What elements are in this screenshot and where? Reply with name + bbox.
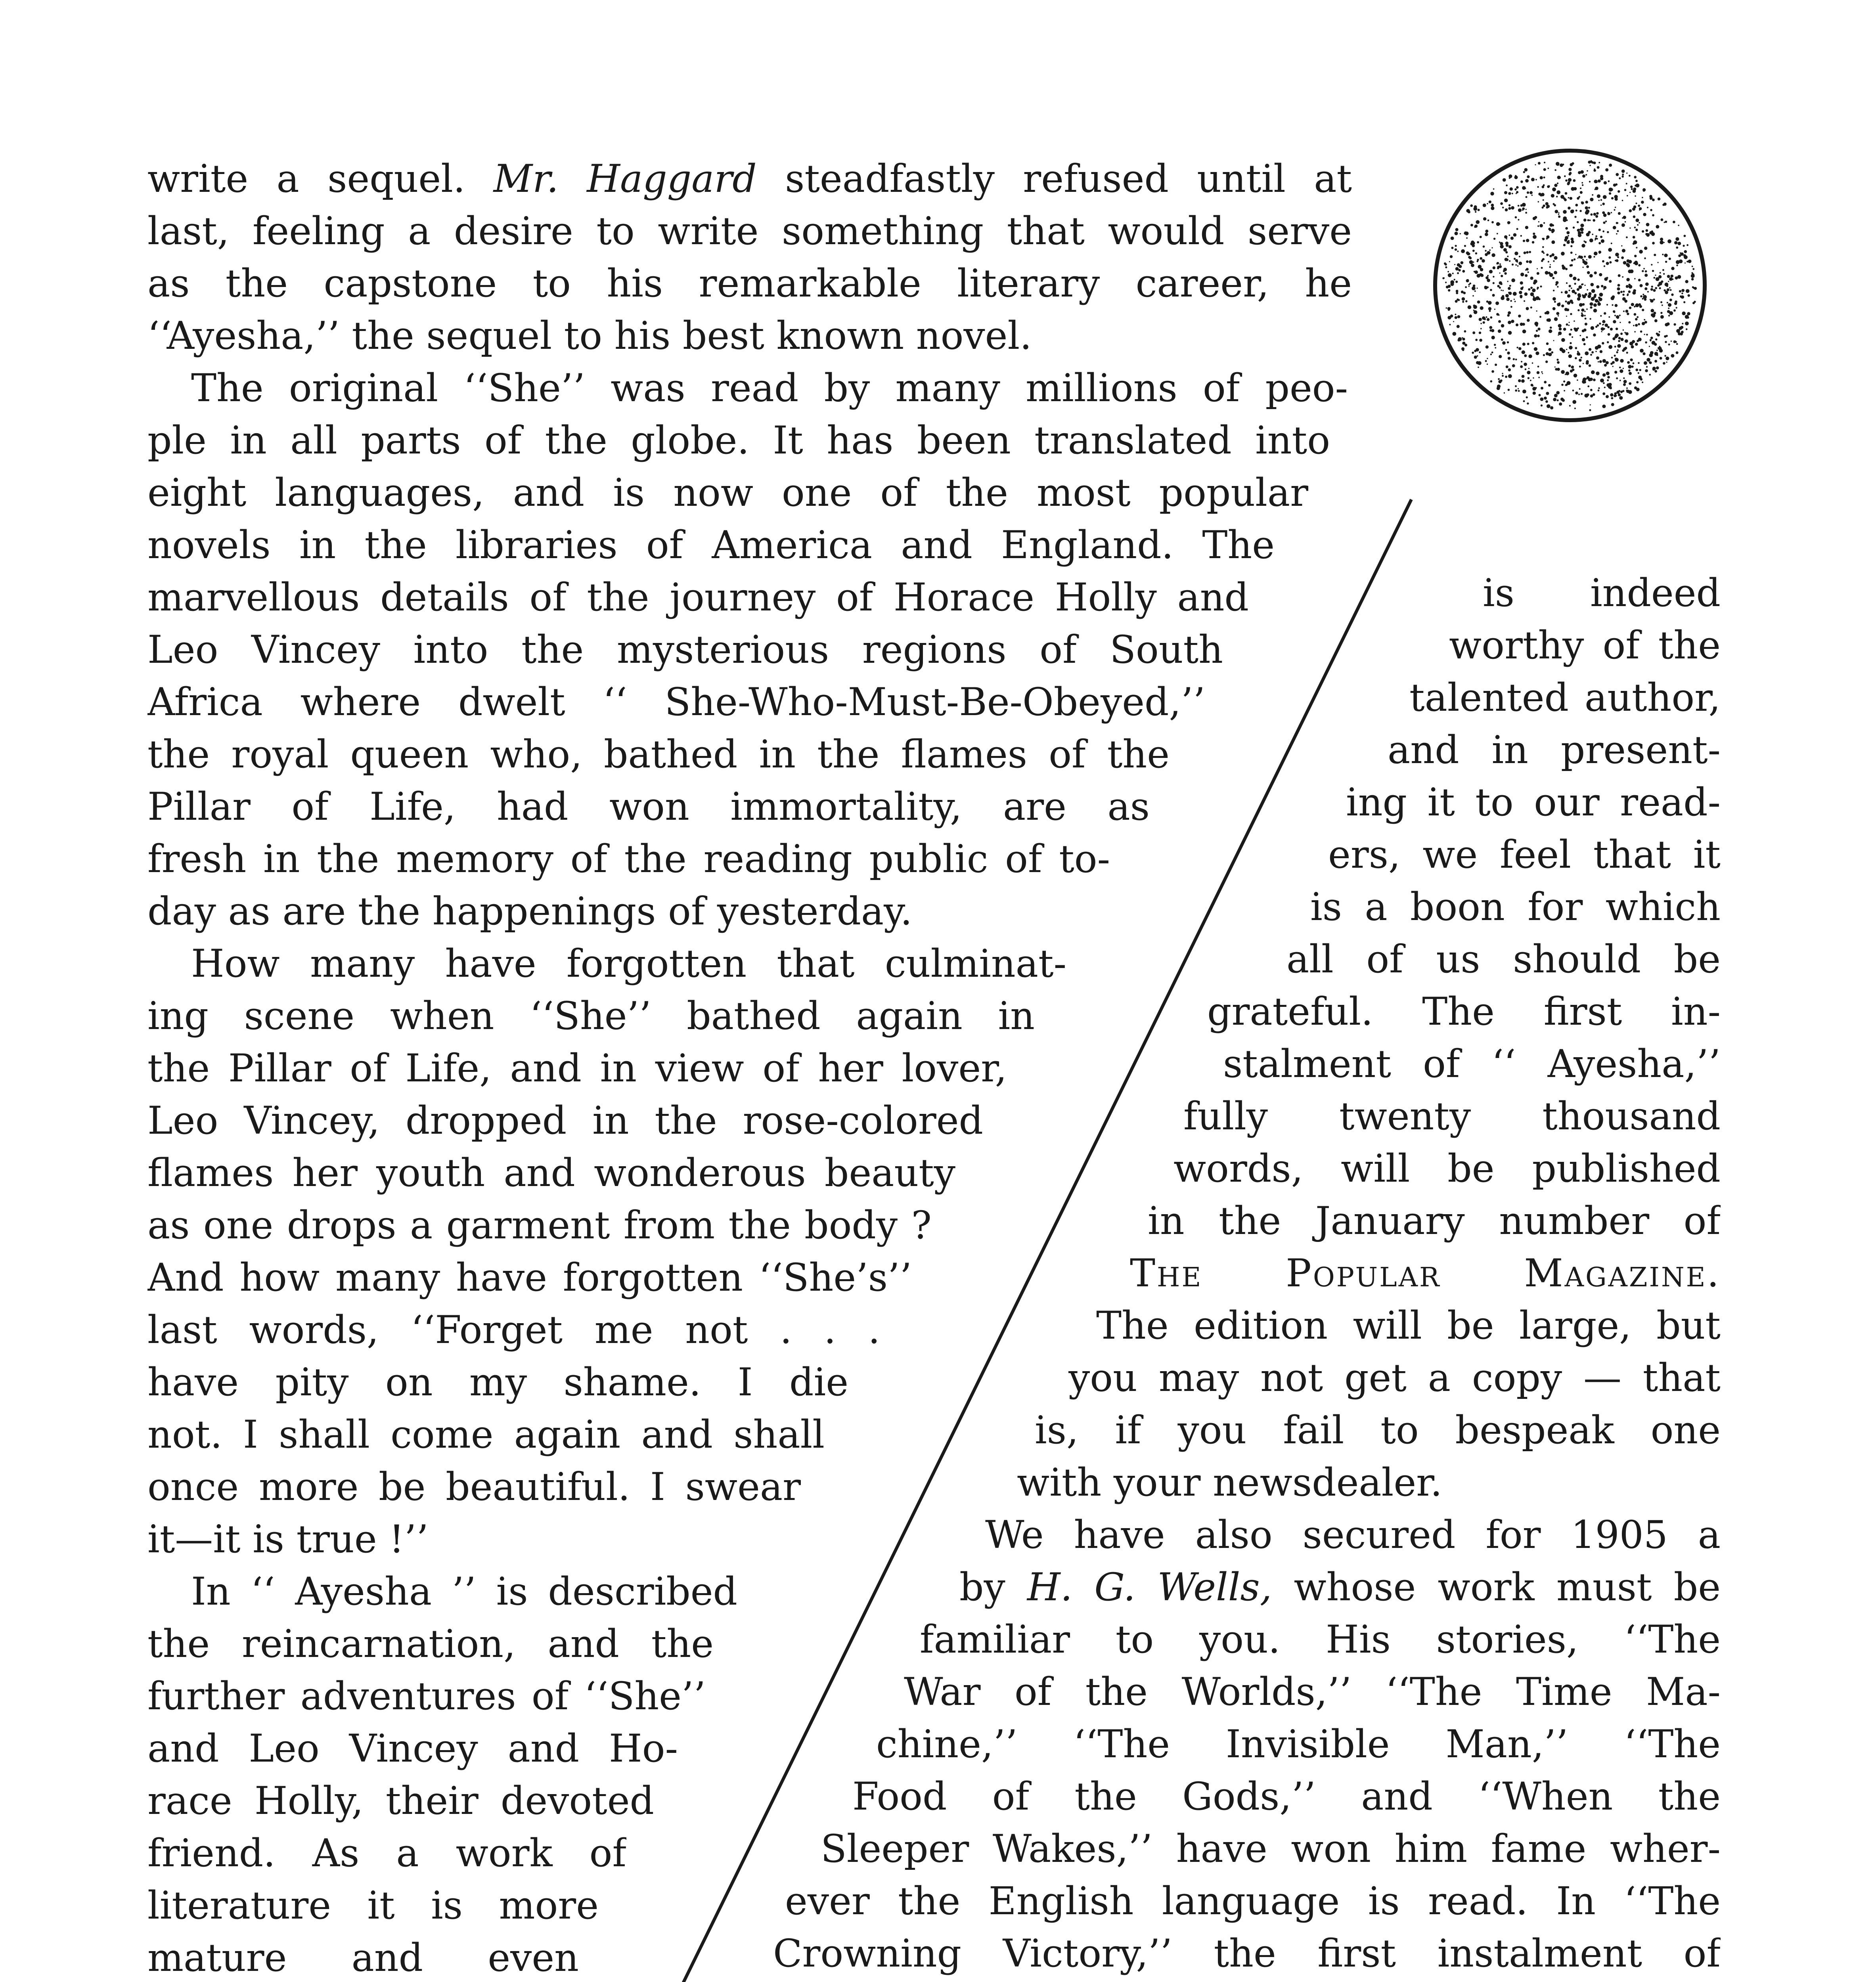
text-line: last words, ‘‘Forget me not . . .: [147, 1308, 880, 1352]
text-line: chine,’’ ‘‘The Invisible Man,’’ ‘‘The: [876, 1722, 1721, 1766]
text-line: the royal queen who, bathed in the flames of the: [147, 732, 1170, 777]
text-line: it—it is true !’’: [147, 1517, 429, 1561]
text-line: as one drops a garment from the body ?: [147, 1203, 932, 1247]
text-line: How many have forgotten that culminat-: [191, 941, 1066, 986]
text-line: fully twenty thousand: [1183, 1094, 1721, 1138]
text-line: is indeed: [1483, 571, 1721, 615]
text-line: [745, 1980, 1721, 1982]
text-line: ing it to our read-: [1346, 780, 1721, 825]
text-line: marvellous details of the journey of Horace Holly and: [147, 575, 1249, 620]
text-line: friend. As a work of: [147, 1831, 626, 1875]
text-line: day as are the happenings of yesterday.: [147, 889, 913, 934]
text-line: is a boon for which: [1310, 885, 1721, 929]
text-line: Africa where dwelt ‘‘ She-Who-Must-Be-Obeyed,’’: [147, 680, 1205, 724]
text-line: familiar to you. His stories, ‘‘The: [920, 1617, 1721, 1662]
text-line: as the capstone to his remarkable literary career, he: [147, 261, 1352, 306]
text-line: further adventures of ‘‘She’’: [147, 1674, 706, 1718]
text-line: the reincarnation, and the: [147, 1622, 714, 1666]
text-line: words, will be published: [1173, 1146, 1721, 1191]
text-line: talented author,: [1409, 675, 1721, 720]
text-line: not. I shall come again and shall: [147, 1412, 825, 1457]
text-line: literature it is more: [147, 1883, 599, 1928]
text-line: ers, we feel that it: [1328, 832, 1721, 877]
text-line: write a sequel. Mr. Haggard steadfastly refused until at: [147, 157, 1352, 201]
text-line: Food of the Gods,’’ and ‘‘When the: [852, 1774, 1721, 1819]
text-line: worthy of the: [1449, 623, 1721, 668]
text-line: by H. G. Wells, whose work must be: [959, 1565, 1721, 1609]
text-line: ing scene when ‘‘She’’ bathed again in: [147, 994, 1035, 1038]
italic-name: H. G. Wells,: [1027, 1565, 1272, 1609]
text-line: mature and even: [147, 1936, 579, 1980]
text-line: Crowning Victory,’’ the first instalment of: [773, 1931, 1721, 1976]
text-line: We have also secured for 1905 a: [985, 1513, 1721, 1557]
text-line: ‘‘Ayesha,’’ the sequel to his best known novel.: [147, 314, 1032, 358]
text-line: stalment of ‘‘ Ayesha,’’: [1223, 1042, 1721, 1086]
text-line: The edition will be large, but: [1096, 1303, 1721, 1348]
text-line: Leo Vincey, dropped in the rose-colored: [147, 1098, 983, 1143]
text-line: grateful. The first in-: [1207, 989, 1721, 1034]
text-line: The original ‘‘She’’ was read by many millions of peo-: [191, 366, 1348, 410]
text-line: with your newsdealer.: [1017, 1460, 1443, 1505]
italic-name: Mr. Haggard: [493, 157, 757, 201]
text-line: in the January number of: [1148, 1199, 1721, 1243]
text-line: novels in the libraries of America and England. The: [147, 523, 1275, 567]
text-line: eight languages, and is now one of the most popular: [147, 471, 1308, 515]
text-line: fresh in the memory of the reading public of to-: [147, 837, 1110, 881]
text-line: race Holly, their devoted: [147, 1779, 654, 1823]
text-line: ple in all parts of the globe. It has been translated into: [147, 418, 1330, 463]
text-line: War of the Worlds,’’ ‘‘The Time Ma-: [904, 1670, 1721, 1714]
text-line: have pity on my shame. I die: [147, 1360, 848, 1404]
text-line: And how many have forgotten ‘‘She’s’’: [147, 1255, 912, 1300]
text-line: flames her youth and wonderous beauty: [147, 1151, 955, 1195]
text-line: you may not get a copy — that: [1068, 1356, 1721, 1400]
text-line: last, feeling a desire to write something that would serve: [147, 209, 1352, 253]
text-line: all of us should be: [1286, 937, 1721, 981]
moon-illustration: [1427, 143, 1713, 428]
text-line: the Pillar of Life, and in view of her lover,: [147, 1046, 1007, 1090]
text-line: once more be beautiful. I swear: [147, 1465, 801, 1509]
text-line: and Leo Vincey and Ho-: [147, 1726, 678, 1771]
text-line: [1130, 1247, 1721, 1299]
text-line: Sleeper Wakes,’’ have won him fame wher-: [821, 1827, 1721, 1871]
text-line: ever the English language is read. In ‘‘The: [785, 1879, 1721, 1923]
text-line: In ‘‘ Ayesha ’’ is described: [191, 1569, 737, 1614]
text-line: is, if you fail to bespeak one: [1035, 1408, 1721, 1452]
text-line: and in present-: [1388, 728, 1721, 772]
text-line: Leo Vincey into the mysterious regions of South: [147, 628, 1223, 672]
magazine-title: The Popular Magazine.: [1130, 1251, 1721, 1295]
text-line: Pillar of Life, had won immortality, are as: [147, 784, 1150, 829]
